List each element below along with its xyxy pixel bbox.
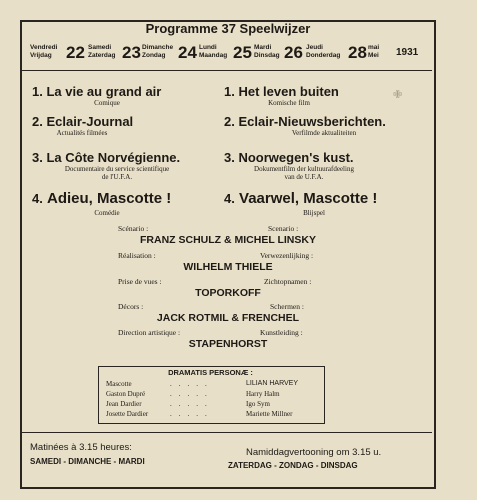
cast-role: Gaston Dupré [106, 390, 146, 398]
cast-dots: . . . . . [170, 390, 207, 398]
credit-label-nl: Scenario : [268, 224, 299, 233]
date-number: 24 [178, 43, 197, 62]
date-label-fr: Lundi [199, 44, 217, 51]
program-fr-3: 3. La Côte Norvégienne. [32, 150, 181, 165]
dramatis-personae-title: DRAMATIS PERSONÆ : [168, 368, 253, 377]
cast-role: Mascotte [106, 380, 132, 388]
program-fr-2: 2. Eclair-Journal [32, 114, 134, 129]
date-label-nl: Donderdag [306, 52, 341, 59]
date-label-nl: Zondag [142, 52, 166, 59]
program-nl-2-sub: Verfilmde aktualiteiten [291, 129, 357, 137]
date-number: 26 [284, 43, 303, 62]
program-fr-3-sub: Documentaire du service scientifique de l'U.F.A. [64, 165, 170, 181]
stamp-mark: ✙ [393, 89, 403, 101]
program-fr-1-sub: Comique [94, 99, 120, 107]
credit-value: JACK ROTMIL & FRENCHEL [156, 312, 300, 324]
date-label-fr: Mardi [254, 44, 272, 51]
cast-dots: . . . . . [170, 410, 207, 418]
credit-value: TOPORKOFF [195, 287, 261, 299]
cast-actor: Harry Halm [246, 390, 280, 398]
credit-label-fr: Scénario : [118, 224, 149, 233]
cast-dots: . . . . . [170, 380, 207, 388]
cast-dots: . . . . . [170, 400, 207, 408]
credit-label-fr: Réalisation : [118, 251, 156, 260]
matinee-days-fr: SAMEDI - DIMANCHE - MARDI [30, 457, 145, 466]
matinee-title-nl: Namiddagvertooning om 3.15 u. [246, 447, 382, 458]
credit-value: WILHELM THIELE [183, 261, 273, 273]
year: 1931 [396, 47, 419, 58]
date-label-fr: Samedi [88, 44, 112, 51]
matinee-days-nl: ZATERDAG - ZONDAG - DINSDAG [228, 461, 358, 470]
credit-label-nl: Kunstleiding : [260, 328, 303, 337]
program-fr-2-sub: Actualités filmées [56, 129, 108, 137]
credit-label-fr: Direction artistique : [118, 328, 181, 337]
cast-actor: Mariette Millner [246, 410, 293, 418]
program-fr-1: 1. La vie au grand air [32, 84, 162, 99]
program-nl-1: 1. Het leven buiten [224, 84, 339, 99]
month-nl: Mei [368, 52, 379, 59]
credit-label-nl: Zichtopnamen : [264, 277, 312, 286]
date-number: 22 [66, 43, 85, 62]
program-nl-4-sub: Blijspel [303, 209, 325, 217]
date-number: 28 [348, 43, 367, 62]
cast-actor: Igo Sym [246, 400, 270, 408]
month-fr: mai [368, 44, 380, 51]
credit-label-fr: Prise de vues : [118, 277, 162, 286]
date-label-fr: Vendredi [30, 44, 58, 51]
program-nl-4: 4. Vaarwel, Mascotte ! [224, 190, 378, 207]
date-number: 23 [122, 43, 141, 62]
matinee-title-fr: Matinées à 3.15 heures: [30, 442, 132, 453]
date-label-nl: Maandag [199, 52, 228, 59]
date-label-fr: Dimanche [142, 44, 174, 51]
divider [22, 70, 432, 71]
credit-label-nl: Verwezenlijking : [260, 251, 314, 260]
program-fr-4-sub: Comédie [94, 209, 120, 217]
programme-title: Programme 37 Speelwijzer [145, 21, 311, 36]
credit-label-nl: Schermen : [270, 302, 304, 311]
date-label-nl: Dinsdag [254, 52, 280, 59]
credit-value: STAPENHORST [188, 338, 268, 350]
cast-actor: LILIAN HARVEY [246, 380, 299, 387]
credit-label-fr: Décors : [118, 302, 144, 311]
program-nl-3-sub: Dokumentfilm der kultuurafdeeling van de U.F.A. [254, 165, 354, 181]
date-label-nl: Zaterdag [88, 52, 116, 59]
credit-value: FRANZ SCHULZ & MICHEL LINSKY [140, 234, 316, 246]
date-label-fr: Jeudi [306, 44, 323, 51]
program-nl-2: 2. Eclair-Nieuwsberichten. [224, 114, 386, 129]
date-label-nl: Vrijdag [30, 52, 52, 59]
program-nl-1-sub: Komische film [268, 99, 310, 107]
program-fr-4: 4. Adieu, Mascotte ! [32, 190, 172, 207]
program-nl-3: 3. Noorwegen's kust. [224, 150, 354, 165]
date-number: 25 [233, 43, 252, 62]
cast-role: Jean Dardier [106, 400, 142, 408]
cast-role: Josette Dardier [106, 410, 149, 418]
dates-row [30, 42, 432, 66]
divider [22, 432, 432, 433]
